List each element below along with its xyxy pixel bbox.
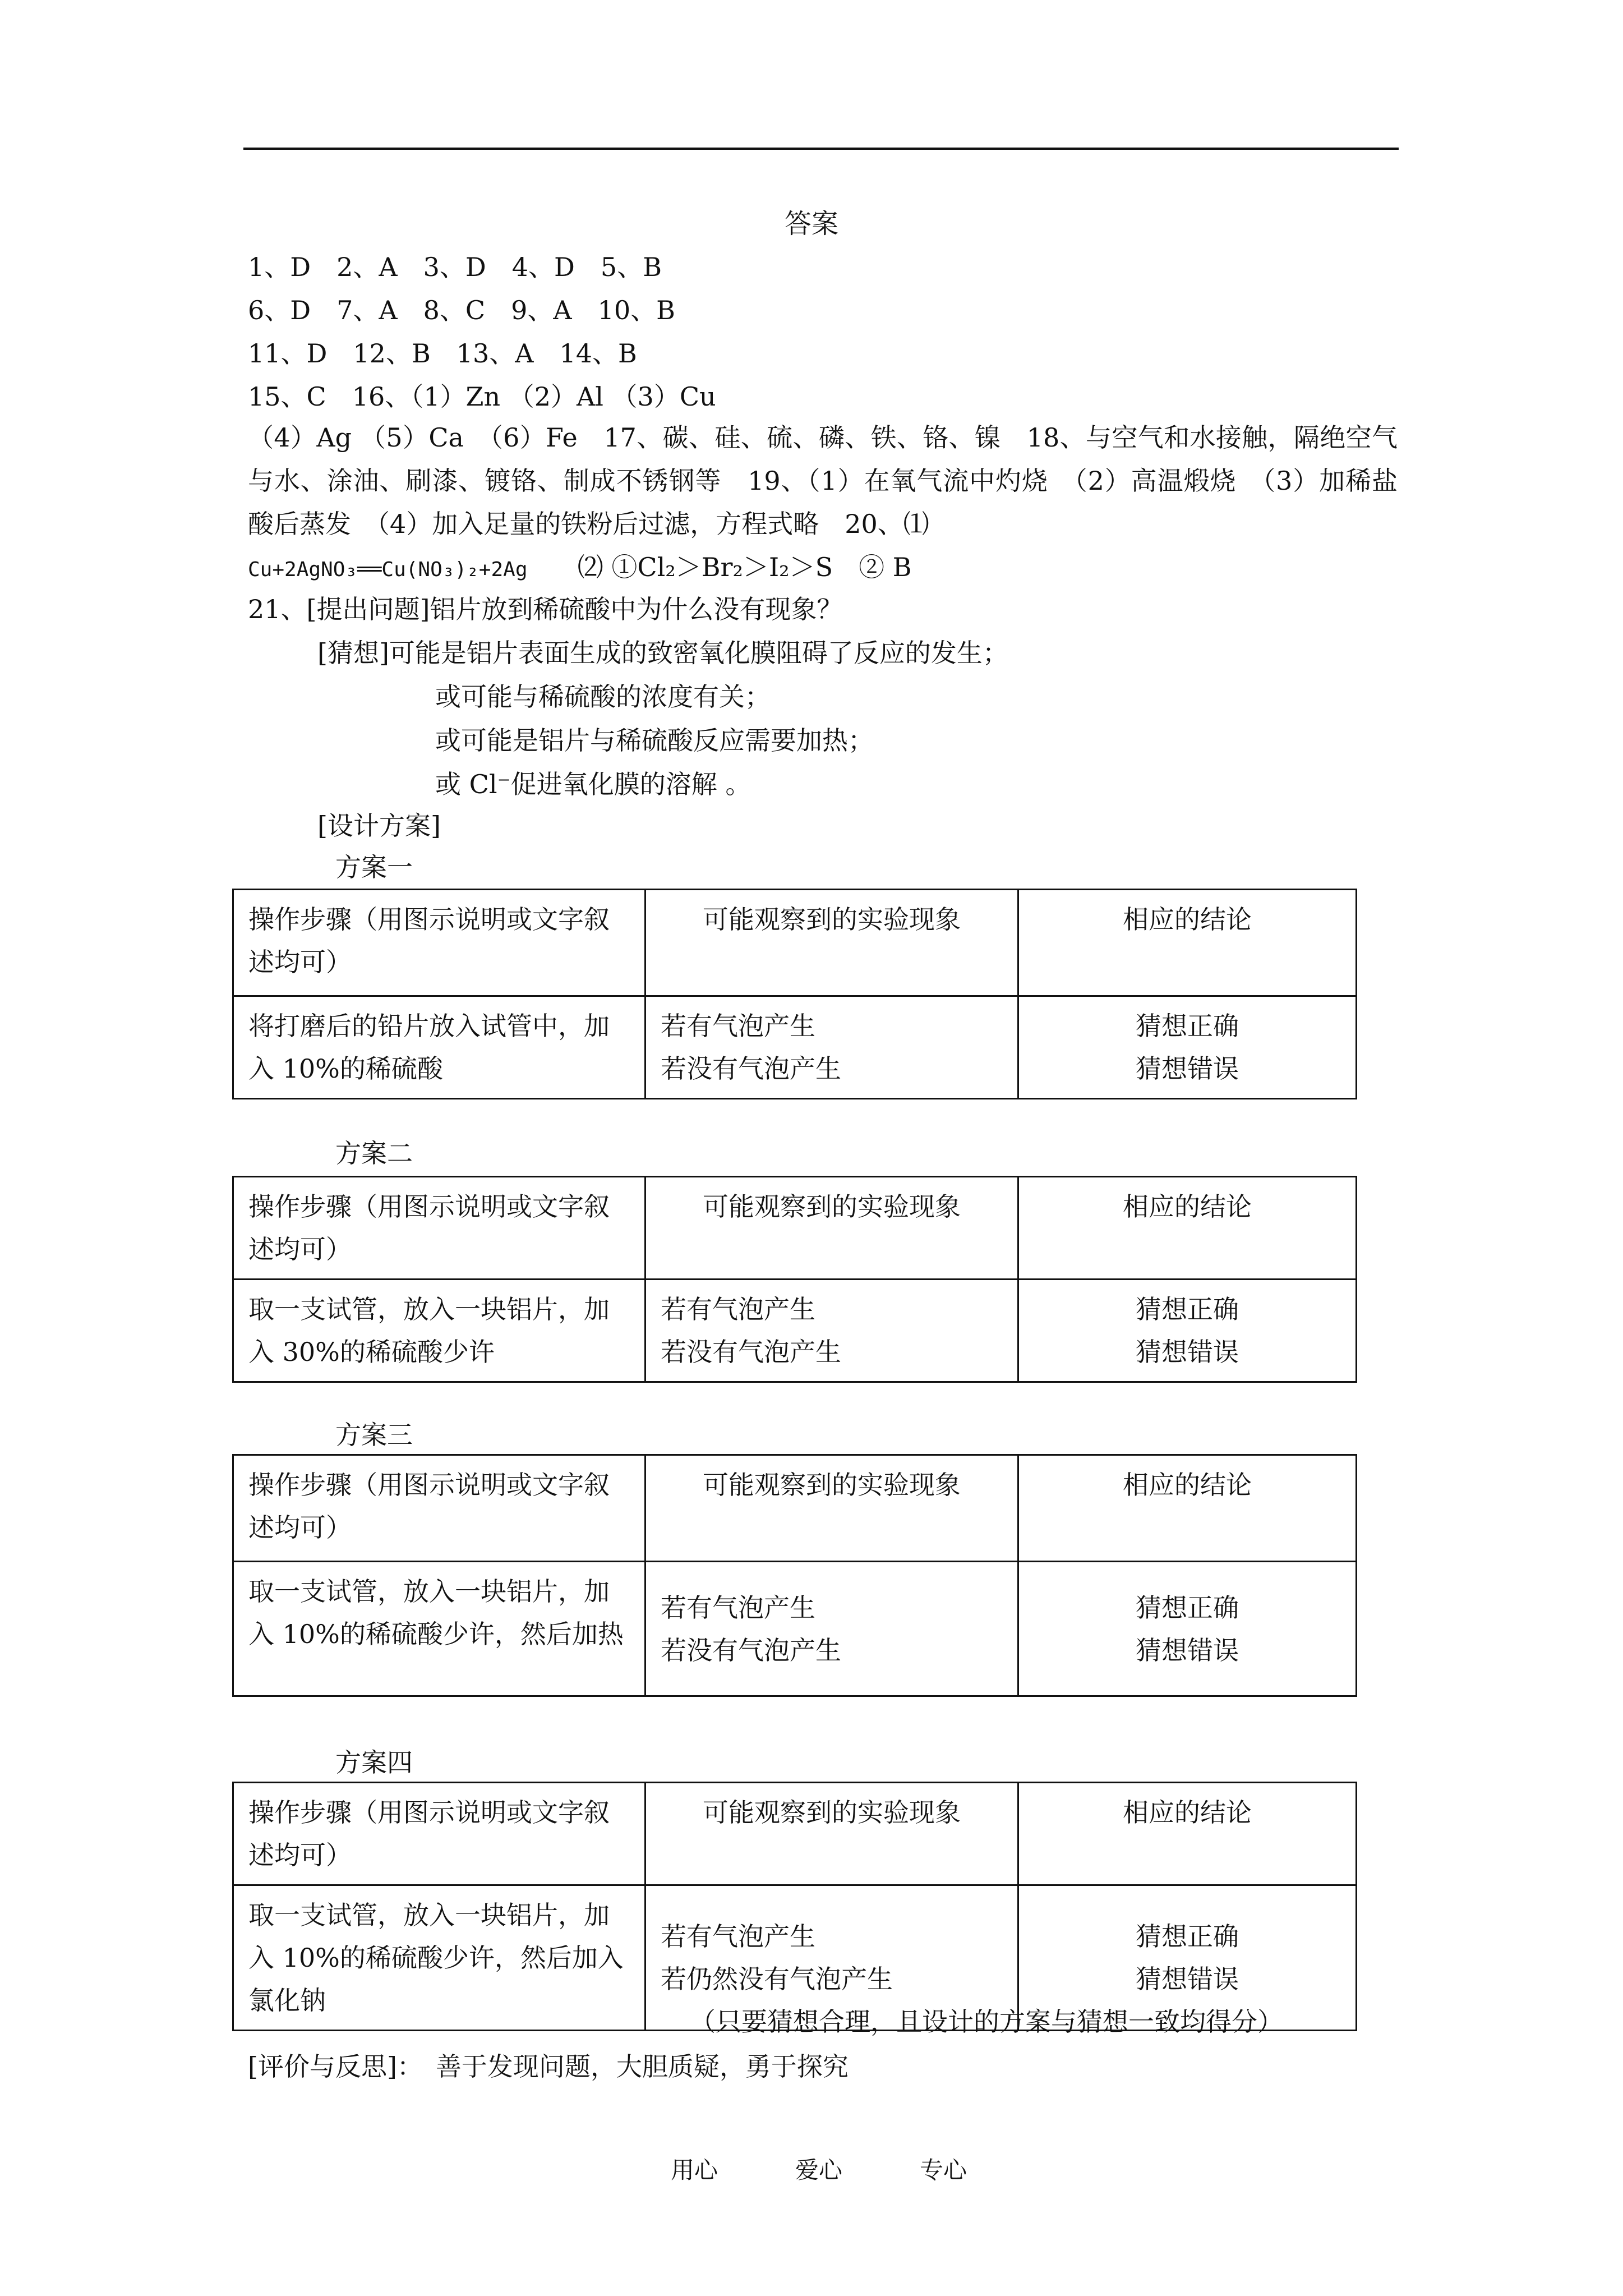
- header-cell-conclusion: 相应的结论: [1018, 1783, 1357, 1885]
- guess-item: 或可能是铝片与稀硫酸反应需要加热；: [435, 725, 874, 756]
- header-cell-observation: 可能观察到的实验现象: [645, 890, 1018, 996]
- evaluation-reflection: [评价与反思]： 善于发现问题，大胆质疑，勇于探究: [248, 2051, 849, 2082]
- guess-item: 或 Cl⁻促进氧化膜的溶解 。: [435, 769, 751, 799]
- conclusion-correct: 猜想正确: [1136, 1294, 1239, 1324]
- guess-intro: [猜想]可能是铝片表面生成的致密氧化膜阻碍了反应的发生；: [317, 638, 1008, 668]
- footer-text: 爱心: [795, 2156, 843, 2184]
- page-title: 答案: [784, 208, 838, 240]
- header-cell-steps: 操作步骤（用图示说明或文字叙述均可）: [233, 890, 645, 996]
- footer-text: 专心: [920, 2156, 967, 2184]
- header-cell-conclusion: 相应的结论: [1018, 890, 1357, 996]
- observation-positive: 若有气泡产生: [661, 1011, 815, 1041]
- answer-line: 11、D 12、B 13、A 14、B: [248, 338, 637, 369]
- observation-negative: 若没有气泡产生: [661, 1337, 841, 1367]
- observation-positive: 若有气泡产生: [661, 1921, 815, 1952]
- plan-label: 方案二: [335, 1138, 413, 1168]
- step-cell: 取一支试管，放入一块铝片，加入 30%的稀硫酸少许: [233, 1280, 645, 1382]
- chemical-equation: Cu+2AgNO₃══Cu(NO₃)₂+2Ag: [248, 558, 528, 581]
- header-cell-observation: 可能观察到的实验现象: [645, 1783, 1018, 1885]
- plan-label: 方案四: [335, 1747, 413, 1778]
- plan-label: 方案三: [335, 1420, 413, 1450]
- plan-table: [232, 1176, 1357, 1383]
- conclusion-correct: 猜想正确: [1136, 1011, 1239, 1041]
- step-cell: 取一支试管，放入一块铝片，加入 10%的稀硫酸少许，然后加入氯化钠: [233, 1885, 645, 2031]
- scoring-note: （只要猜想合理，且设计的方案与猜想一致均得分）: [690, 2007, 1283, 2037]
- header-rule: [243, 148, 1399, 150]
- conclusion-cell: [1018, 1562, 1357, 1696]
- answer-line: 1、D 2、A 3、D 4、D 5、B: [248, 252, 662, 282]
- header-cell-steps: 操作步骤（用图示说明或文字叙述均可）: [233, 1783, 645, 1885]
- plan-table: [232, 889, 1357, 1099]
- step-cell: 取一支试管，放入一块铝片，加入 10%的稀硫酸少许，然后加热: [233, 1562, 645, 1696]
- answer-line: 6、D 7、A 8、C 9、A 10、B: [248, 295, 675, 325]
- observation-negative: 若没有气泡产生: [661, 1635, 841, 1665]
- header-cell-steps: 操作步骤（用图示说明或文字叙述均可）: [233, 1177, 645, 1280]
- step-cell: 将打磨后的铅片放入试管中，加入 10%的稀硫酸: [233, 996, 645, 1099]
- conclusion-correct: 猜想正确: [1136, 1592, 1239, 1623]
- observation-negative: 若仍然没有气泡产生: [661, 1964, 893, 1994]
- conclusion-wrong: 猜想错误: [1136, 1053, 1239, 1084]
- observation-cell: [645, 996, 1018, 1099]
- answer-text-20-2: ⑵ ①Cl₂＞Br₂＞I₂＞S ② B: [577, 552, 912, 582]
- conclusion-wrong: 猜想错误: [1136, 1337, 1239, 1367]
- header-cell-conclusion: 相应的结论: [1018, 1177, 1357, 1280]
- header-cell-observation: 可能观察到的实验现象: [645, 1455, 1018, 1562]
- header-cell-steps: 操作步骤（用图示说明或文字叙述均可）: [233, 1455, 645, 1562]
- observation-cell: [645, 1280, 1018, 1382]
- footer-text: 用心: [671, 2156, 718, 2184]
- answer-paragraph: [248, 416, 1398, 591]
- plan-label: 方案一: [335, 852, 413, 882]
- answer-text-17-20: （4）Ag （5）Ca （6）Fe 17、碳、硅、硫、磷、铁、铬、镍 18、与空气和水接触，隔绝空气与水、涂油、刷漆、镀铬、制成不锈钢等 19、（1）在氧气流中灼烧 （2）高温煅烧 （3）加稀盐酸后蒸发 （4）加入足量的铁粉后过滤，方程式略 20、⑴: [248, 422, 1398, 539]
- conclusion-cell: [1018, 1280, 1357, 1382]
- conclusion-correct: 猜想正确: [1136, 1921, 1239, 1952]
- observation-positive: 若有气泡产生: [661, 1294, 815, 1324]
- guess-item: 或可能与稀硫酸的浓度有关；: [435, 682, 771, 712]
- observation-cell: [645, 1562, 1018, 1696]
- header-cell-observation: 可能观察到的实验现象: [645, 1177, 1018, 1280]
- observation-positive: 若有气泡产生: [661, 1592, 815, 1623]
- answer-line: 15、C 16、（1）Zn （2）Al （3）Cu: [248, 381, 716, 412]
- plan-table: [232, 1454, 1357, 1697]
- observation-negative: 若没有气泡产生: [661, 1053, 841, 1084]
- design-heading: [设计方案]: [317, 811, 441, 841]
- header-cell-conclusion: 相应的结论: [1018, 1455, 1357, 1562]
- question-21: 21、[提出问题]铝片放到稀硫酸中为什么没有现象？: [248, 594, 843, 624]
- conclusion-wrong: 猜想错误: [1136, 1964, 1239, 1994]
- plan-table: [232, 1782, 1357, 2031]
- conclusion-cell: [1018, 996, 1357, 1099]
- conclusion-wrong: 猜想错误: [1136, 1635, 1239, 1665]
